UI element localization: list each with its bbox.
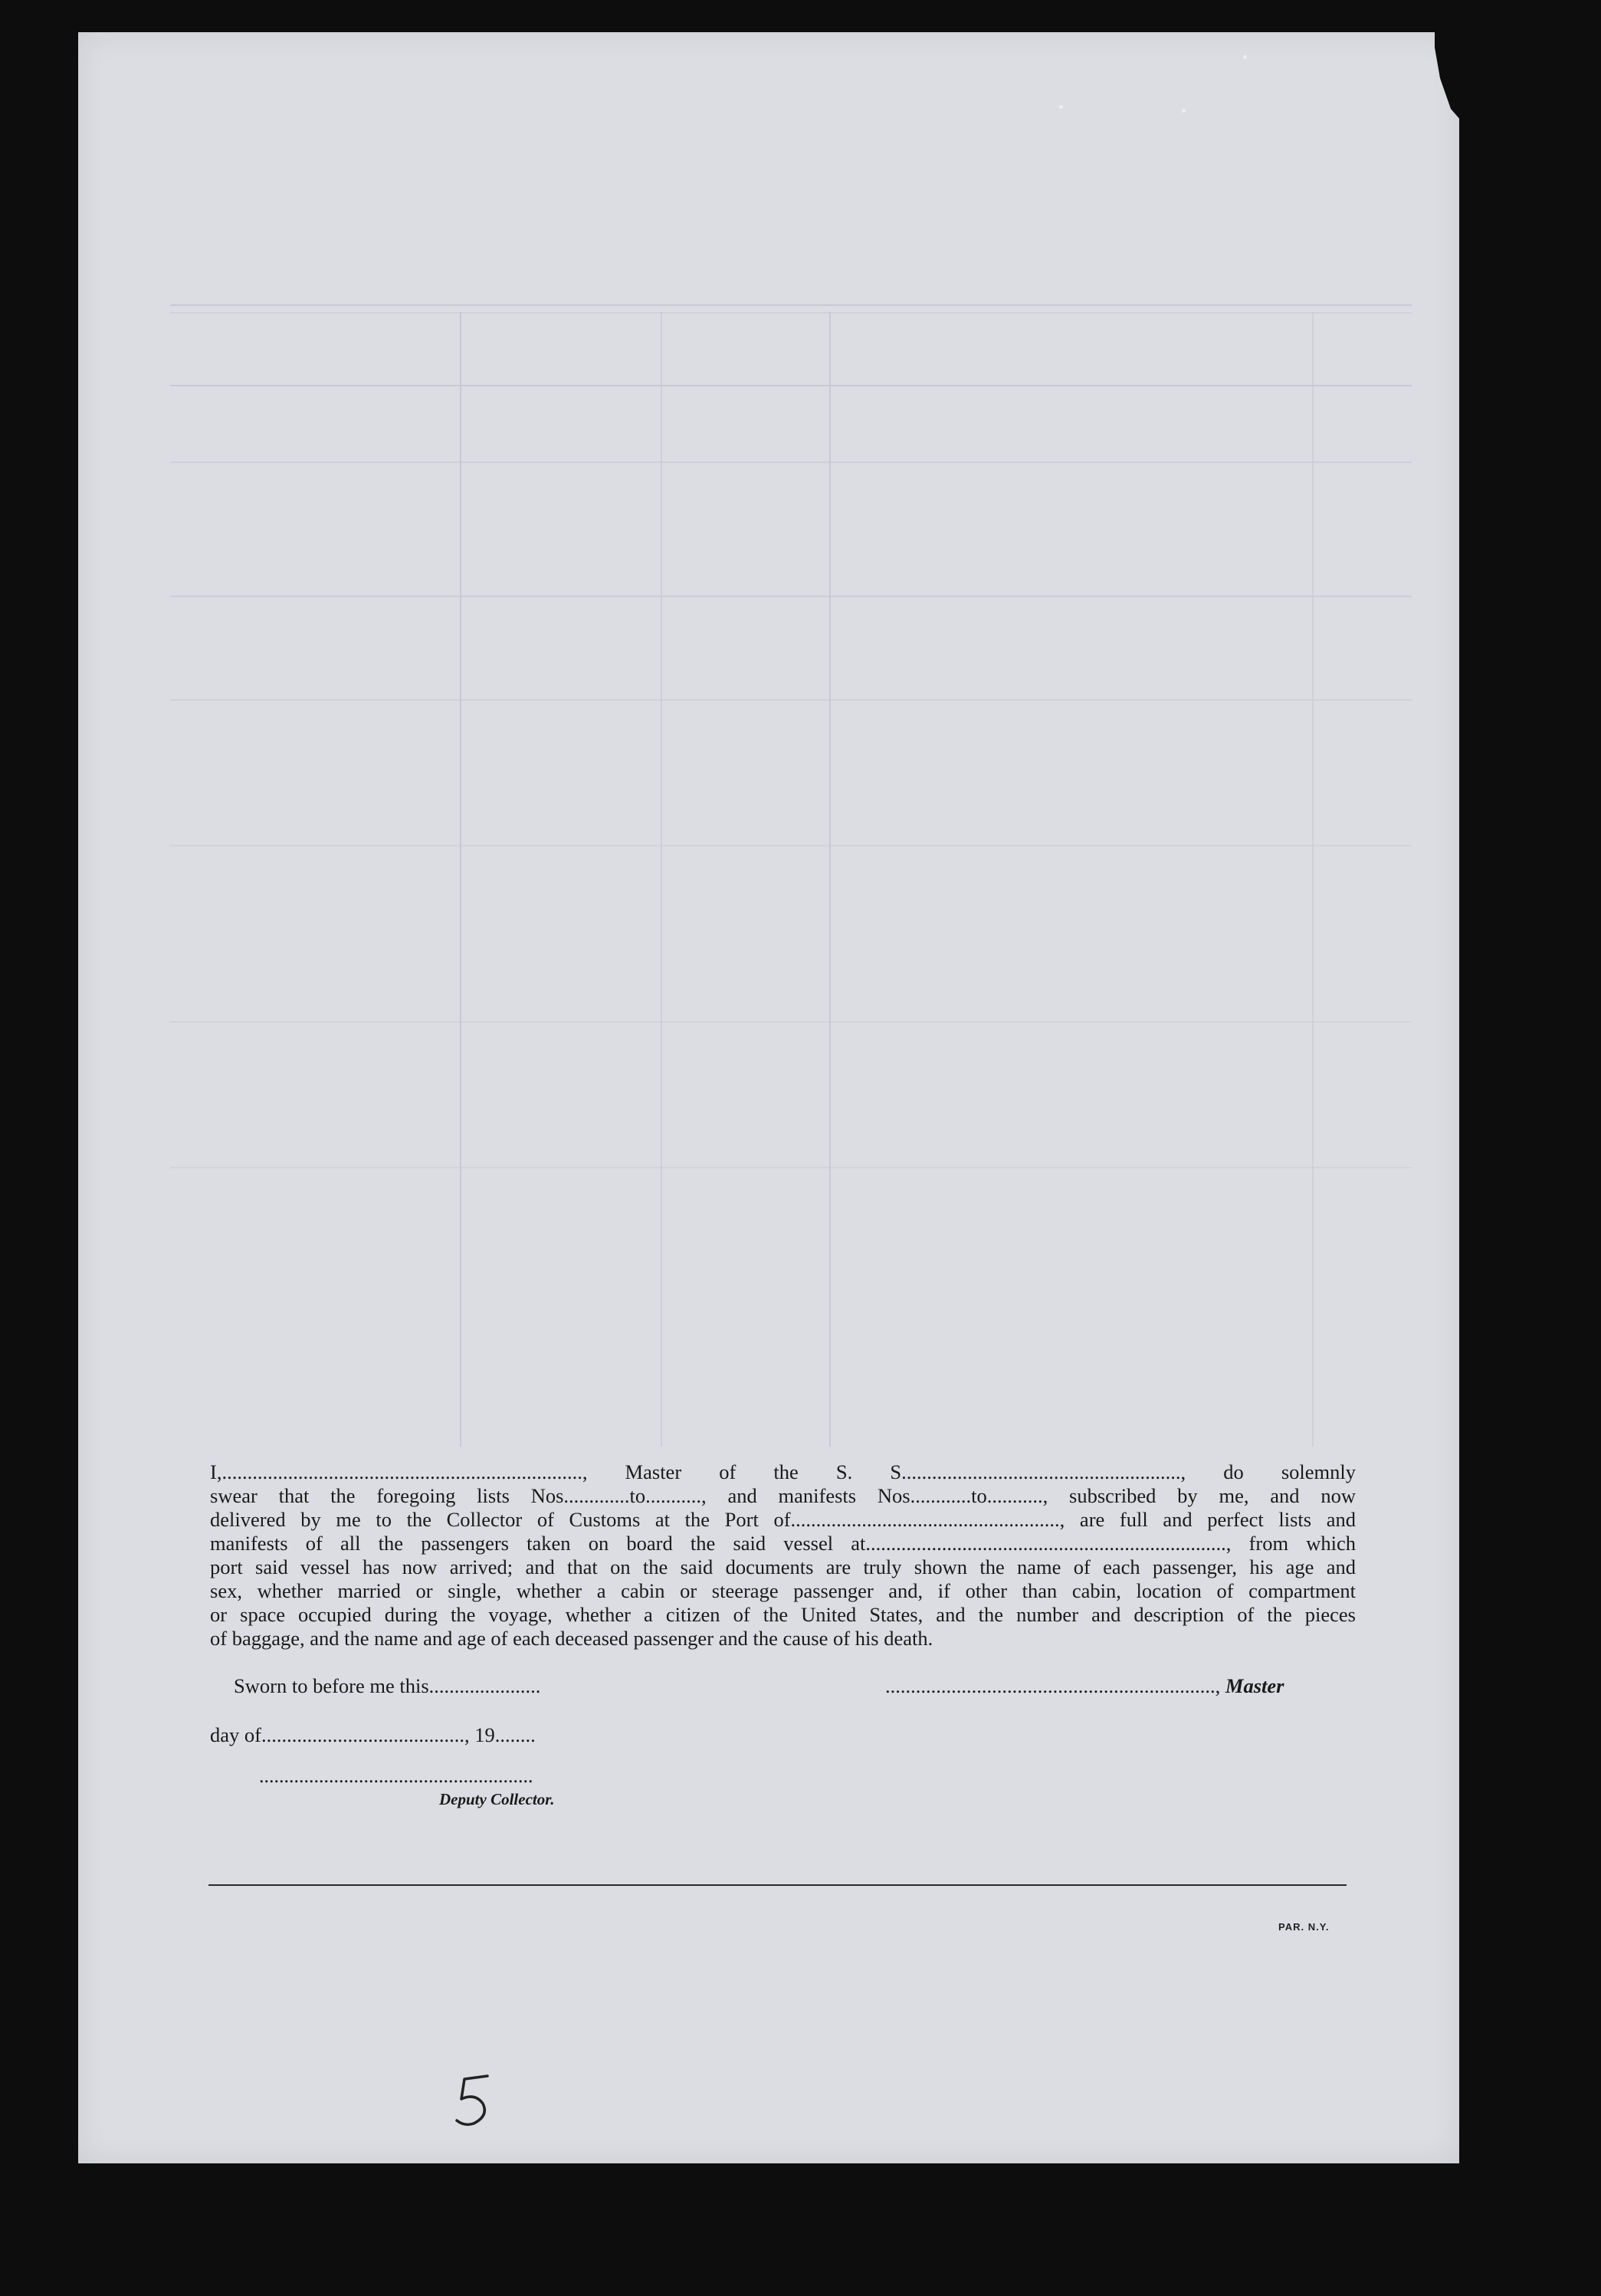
- ghost-column: [1312, 312, 1314, 1447]
- document-sheet: [78, 32, 1459, 2163]
- deputy-signature-dots: .......................................................: [259, 1765, 533, 1787]
- oath-line: or space occupied during the voyage, whether a citizen of the United States, and the number and description of the pieces: [210, 1603, 1356, 1626]
- ghost-rule: [170, 461, 1412, 463]
- ghost-rule: [170, 699, 1412, 701]
- ghost-rule: [170, 1021, 1412, 1023]
- oath-line: manifests of all the passengers taken on board the said vessel at......................................................................., from which: [210, 1532, 1356, 1555]
- dust-speck: [1243, 55, 1247, 59]
- oath-line: I,......................................................................., Master of the S. S......................................................., do solemnly: [210, 1460, 1356, 1483]
- deputy-collector-label: Deputy Collector.: [439, 1790, 555, 1808]
- handwritten-page-number: [451, 2070, 497, 2131]
- bottom-rule: [208, 1884, 1347, 1886]
- day-of-line: day of........................................, 19........: [210, 1723, 536, 1746]
- ghost-rule: [170, 845, 1412, 846]
- master-signature-line: [885, 1674, 1284, 1698]
- oath-line: sex, whether married or single, whether a cabin or steerage passenger and, if other than cabin, location of compartment: [210, 1579, 1356, 1602]
- ghost-rule: [170, 304, 1412, 306]
- sworn-before-line: Sworn to before me this......................: [234, 1674, 541, 1697]
- ghost-rule: [170, 596, 1412, 597]
- ghost-column: [829, 312, 831, 1447]
- ghost-rule: [170, 312, 1412, 314]
- oath-line: of baggage, and the name and age of each deceased passenger and the cause of his death.: [210, 1627, 933, 1650]
- oath-paragraph: [210, 1460, 1356, 1651]
- oath-line: delivered by me to the Collector of Customs at the Port of....................................................., are full and perfect lists and: [210, 1508, 1356, 1531]
- ghost-column: [460, 312, 461, 1447]
- master-dots: .................................................................,: [885, 1674, 1221, 1697]
- ghost-rule: [170, 1167, 1412, 1168]
- torn-corner: [1435, 32, 1488, 186]
- printer-mark: PAR. N.Y.: [1278, 1921, 1330, 1933]
- ghost-column: [661, 312, 662, 1447]
- oath-line: swear that the foregoing lists Nos.............to..........., and manifests Nos............to..........., subscribed by me, and now: [210, 1484, 1356, 1507]
- master-label: Master: [1225, 1674, 1284, 1697]
- dust-speck: [1182, 109, 1186, 113]
- ghost-rule: [170, 385, 1412, 386]
- dust-speck: [1059, 105, 1063, 109]
- oath-line: port said vessel has now arrived; and that on the said documents are truly shown the name of each passenger, his age and: [210, 1555, 1356, 1578]
